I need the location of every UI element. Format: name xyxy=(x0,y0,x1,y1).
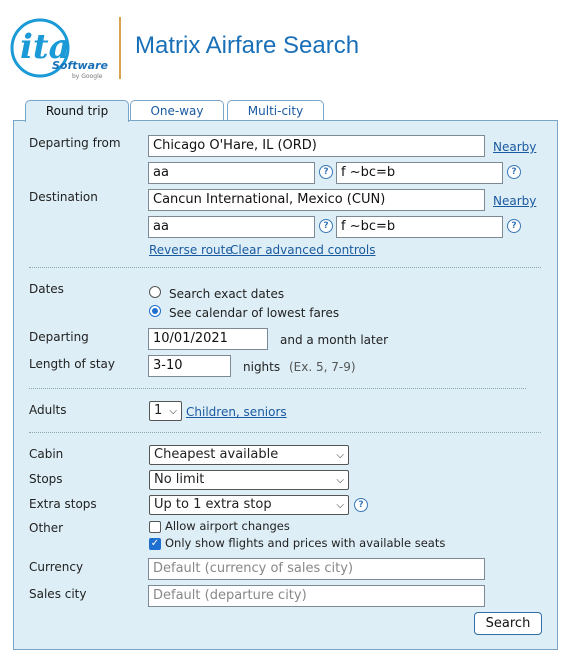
cabin-select[interactable] xyxy=(149,445,349,465)
destination-input[interactable]: Cancun International, Mexico (CUN) xyxy=(148,189,485,211)
search-exact-dates-label: Search exact dates xyxy=(169,287,285,301)
help-icon[interactable]: ? xyxy=(507,165,521,179)
tab-multi-city[interactable]: Multi-city xyxy=(227,100,324,120)
length-of-stay-input[interactable]: 3-10 xyxy=(148,355,231,377)
currency-input[interactable]: Default (currency of sales city) xyxy=(148,558,485,580)
section-divider xyxy=(29,432,541,433)
adults-label: Adults xyxy=(29,403,67,417)
logo-by-google: by Google xyxy=(72,73,103,80)
extra-stops-select-value: Up to 1 extra stop xyxy=(154,497,272,512)
section-divider xyxy=(29,388,526,389)
cabin-select-value: Cheapest available xyxy=(154,447,279,462)
section-divider xyxy=(29,267,541,268)
search-exact-dates-radio[interactable] xyxy=(149,286,161,298)
length-of-stay-label: Length of stay xyxy=(29,357,115,371)
allow-airport-changes-label: Allow airport changes xyxy=(165,519,290,533)
calendar-lowest-fares-radio[interactable] xyxy=(149,305,161,317)
destination-nearby-link[interactable]: Nearby xyxy=(493,194,537,208)
extra-stops-select[interactable] xyxy=(149,495,349,515)
destination-label: Destination xyxy=(29,190,98,204)
clear-advanced-controls-link[interactable]: Clear advanced controls xyxy=(230,243,376,257)
length-example-hint: (Ex. 5, 7-9) xyxy=(289,360,356,374)
extra-stops-label: Extra stops xyxy=(29,497,97,511)
chevron-down-icon: ⌵ xyxy=(336,475,344,486)
month-later-text: and a month later xyxy=(280,333,389,347)
logo-software: Software xyxy=(52,59,108,72)
stops-select-value: No limit xyxy=(154,472,205,487)
tab-round-trip[interactable]: Round trip xyxy=(25,100,129,122)
other-label: Other xyxy=(29,521,64,535)
ita-software-logo xyxy=(10,14,108,82)
tab-one-way[interactable]: One-way xyxy=(130,100,224,120)
logo-wordmark: ita xyxy=(20,27,71,67)
chevron-down-icon: ⌵ xyxy=(169,406,177,417)
chevron-down-icon: ⌵ xyxy=(336,450,344,461)
allow-airport-changes-checkbox[interactable] xyxy=(149,521,161,533)
help-icon[interactable]: ? xyxy=(319,219,333,233)
origin-nearby-link[interactable]: Nearby xyxy=(493,140,537,154)
destination-routing-input[interactable]: aa xyxy=(148,216,315,238)
checkmark-icon: ✓ xyxy=(150,538,160,549)
departing-label: Departing xyxy=(29,330,89,344)
sales-city-label: Sales city xyxy=(29,587,87,601)
reverse-route-link[interactable]: Reverse route xyxy=(149,243,233,257)
stops-select[interactable] xyxy=(149,470,349,490)
header-divider xyxy=(119,17,121,79)
search-button[interactable]: Search xyxy=(474,612,542,635)
currency-label: Currency xyxy=(29,560,84,574)
help-icon[interactable]: ? xyxy=(319,165,333,179)
chevron-down-icon: ⌵ xyxy=(336,500,344,511)
departing-date-input[interactable]: 10/01/2021 xyxy=(148,328,268,350)
destination-extension-input[interactable]: f ~bc=b xyxy=(336,216,503,238)
available-seats-label: Only show flights and prices with available seats xyxy=(165,536,446,550)
calendar-lowest-fares-label: See calendar of lowest fares xyxy=(169,306,340,320)
cabin-label: Cabin xyxy=(29,447,64,461)
adults-select-value: 1 xyxy=(154,403,163,418)
origin-extension-input[interactable]: f ~bc=b xyxy=(336,162,503,184)
help-icon[interactable]: ? xyxy=(507,219,521,233)
sales-city-input[interactable]: Default (departure city) xyxy=(148,585,485,607)
children-seniors-link[interactable]: Children, seniors xyxy=(186,405,287,419)
help-icon[interactable]: ? xyxy=(354,498,368,512)
available-seats-checkbox[interactable] xyxy=(149,538,161,550)
page-title: Matrix Airfare Search xyxy=(135,32,360,59)
origin-routing-input[interactable]: aa xyxy=(148,162,315,184)
dates-label: Dates xyxy=(29,282,64,296)
origin-input[interactable]: Chicago O'Hare, IL (ORD) xyxy=(148,135,485,157)
departing-from-label: Departing from xyxy=(29,136,121,150)
adults-select[interactable] xyxy=(149,401,182,421)
stops-label: Stops xyxy=(29,472,63,486)
nights-text: nights xyxy=(243,360,281,374)
